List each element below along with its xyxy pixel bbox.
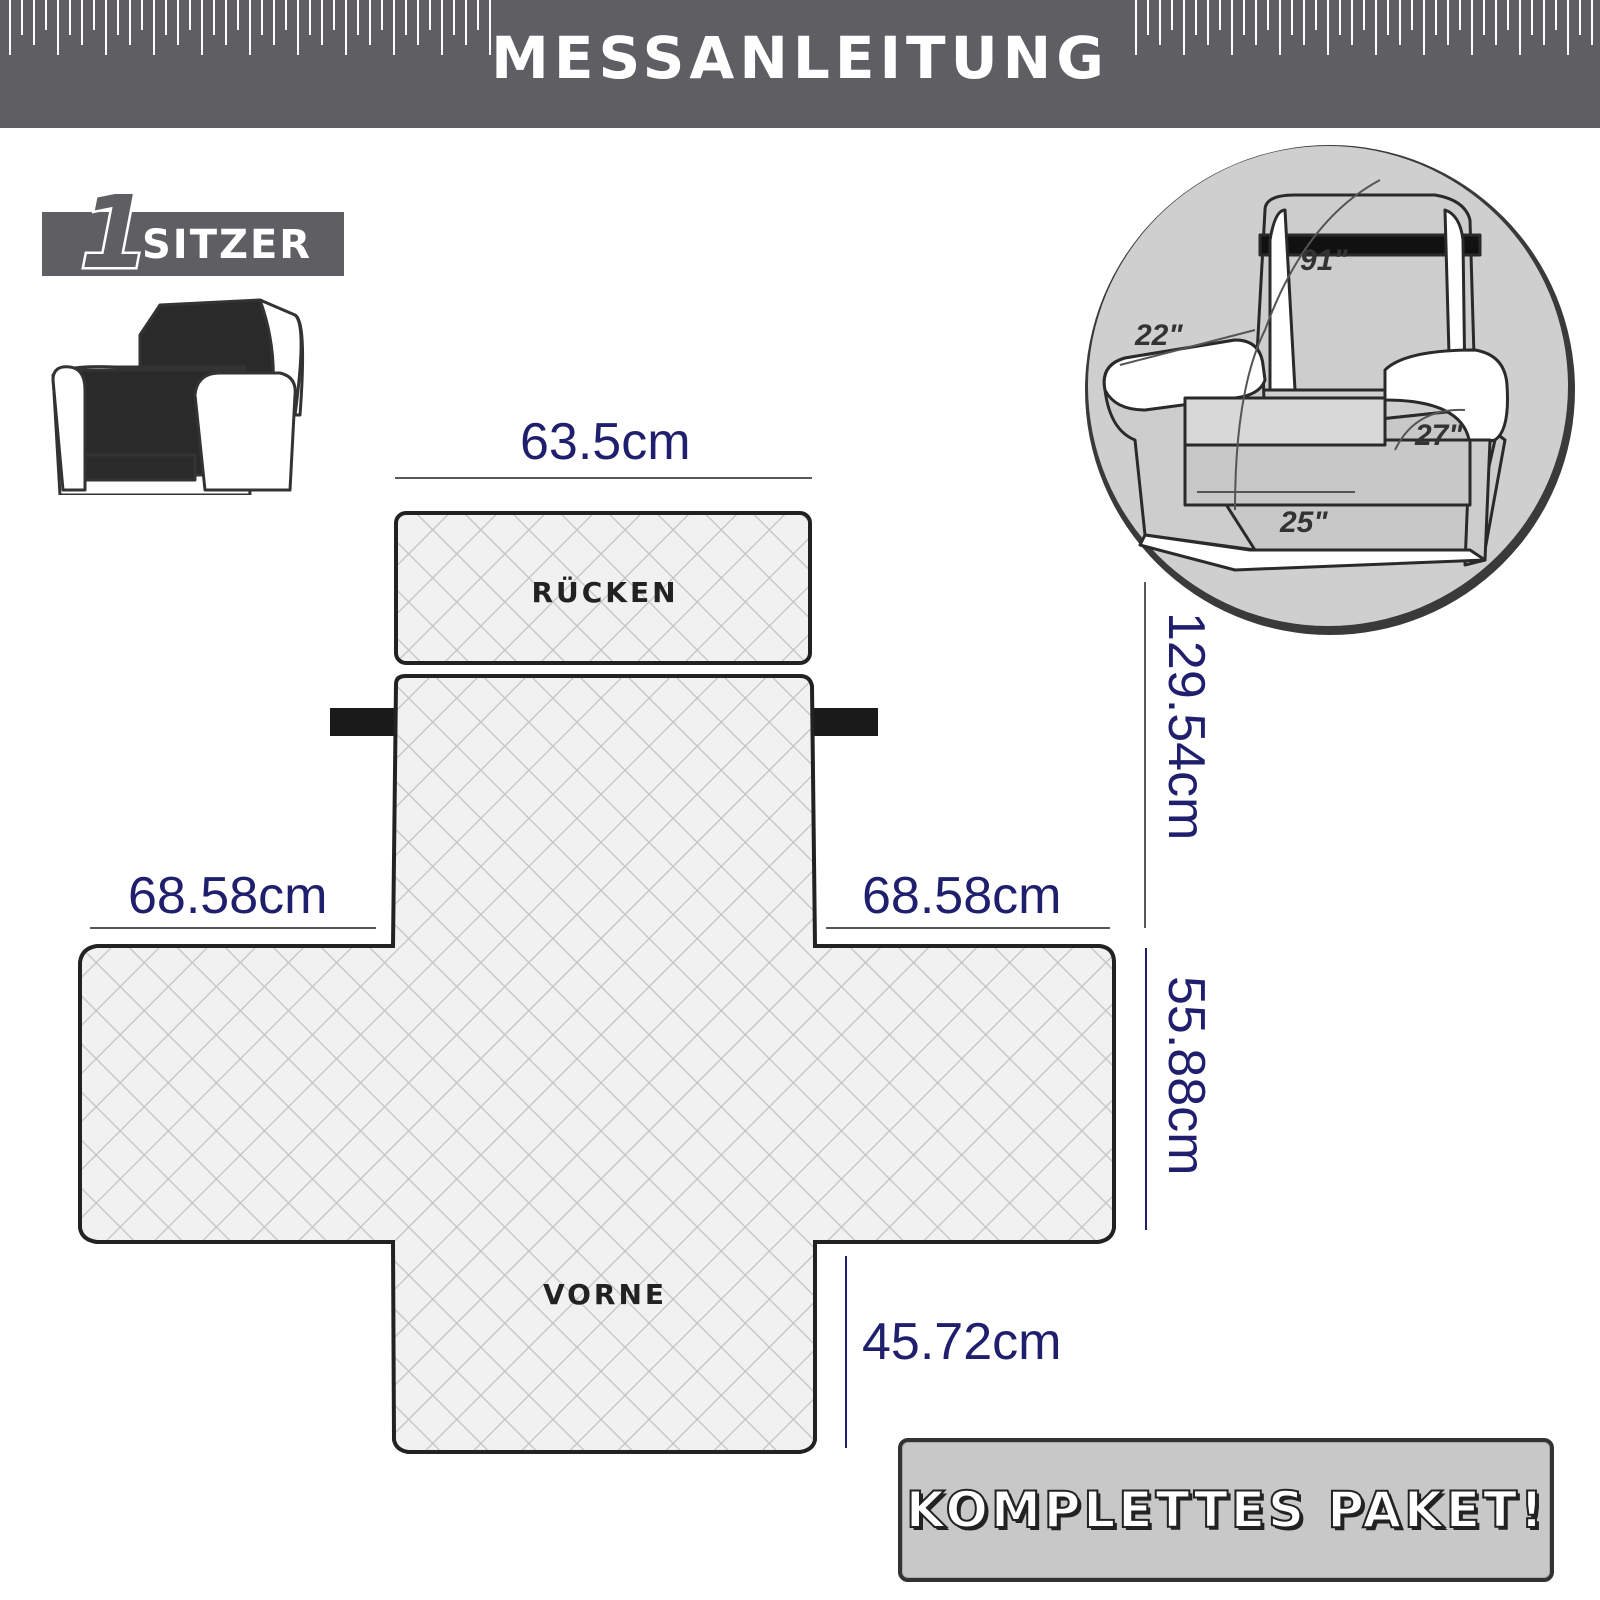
panel-label-front: VORNE (542, 1278, 668, 1311)
dim-label-front-length: 45.72cm (862, 1313, 1062, 1371)
dim-label-back-width: 63.5cm (520, 413, 691, 471)
strap-left (330, 708, 396, 736)
page-title: MESSANLEITUNG (491, 24, 1109, 92)
seat-number: 1 (80, 175, 150, 285)
package-label: KOMPLETTES PAKET! (906, 1481, 1546, 1539)
strap-right (812, 708, 878, 736)
inch-label-arm-width: 27" (1415, 419, 1463, 452)
inch-label-seat: 25" (1280, 506, 1328, 539)
seat-type-label: SITZER (142, 222, 313, 268)
complete-package-badge (898, 1438, 1554, 1582)
dim-label-seat-depth: 55.88cm (1157, 976, 1215, 1176)
inch-label-back: 91" (1300, 244, 1348, 277)
inch-label-arm-length: 22" (1135, 319, 1183, 352)
dim-label-back-length: 129.54cm (1157, 612, 1215, 841)
dim-label-left-arm: 68.58cm (128, 867, 328, 925)
panel-label-back: RÜCKEN (531, 576, 679, 609)
dim-label-right-arm: 68.58cm (862, 867, 1062, 925)
